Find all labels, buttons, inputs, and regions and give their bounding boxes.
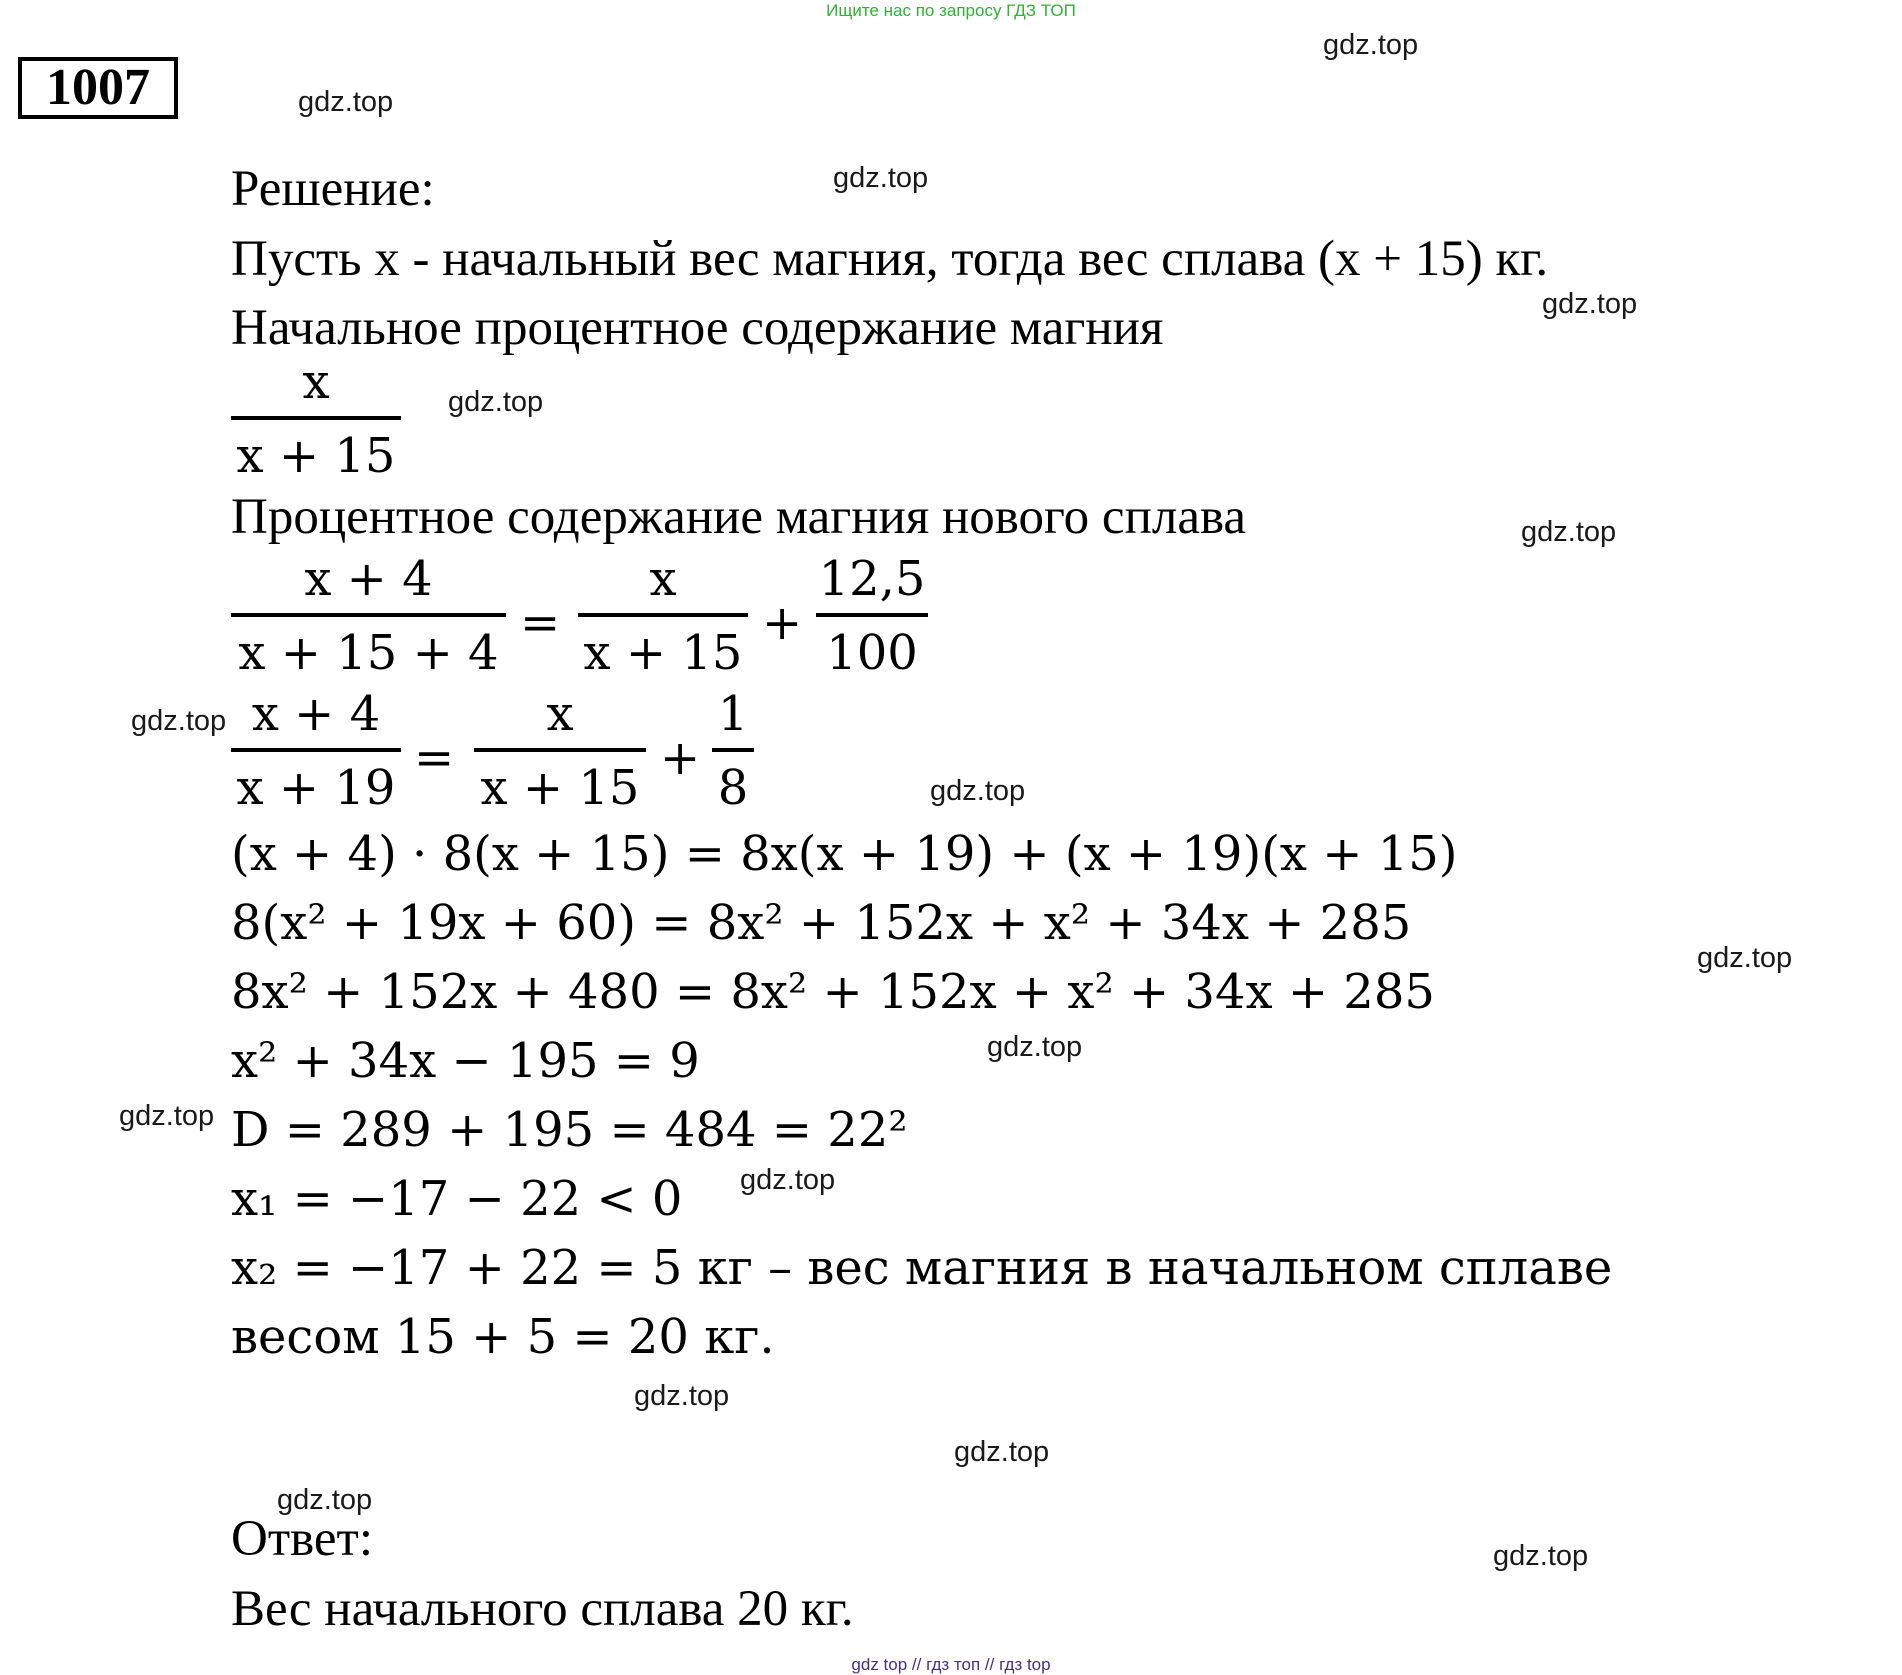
watermark: gdz.top [740,1164,836,1196]
eq1-right-fraction [816,545,928,685]
root-2: x₂ = −17 + 22 = 5 кг – вес магния в начальном сплаве [231,1240,1613,1296]
denominator: x + 15 [480,760,640,816]
watermark: gdz.top [298,86,394,118]
plus-sign: + [660,730,701,786]
watermark: gdz.top [1323,29,1419,61]
numerator: x [546,686,574,742]
new-content-label: Процентное содержание магния нового сплава [231,489,1246,545]
eq1-left-fraction [231,545,506,685]
numerator: 1 [717,686,749,742]
watermark: gdz.top [634,1380,730,1412]
watermark: gdz.top [1697,942,1793,974]
watermark: gdz.top [1521,516,1617,548]
watermark: gdz.top [119,1100,215,1132]
denominator: 100 [826,625,918,681]
watermark: gdz.top [954,1436,1050,1468]
equals-sign: = [520,595,561,651]
watermark: gdz.top [1493,1540,1589,1572]
numerator: x + 4 [251,686,381,742]
numerator: 12,5 [818,551,926,607]
root-1: x₁ = −17 − 22 < 0 [231,1171,683,1227]
denominator: x + 15 [583,625,743,681]
denominator: x + 19 [236,760,396,816]
equation-quadratic: x² + 34x − 195 = 9 [231,1033,700,1089]
equals-sign: = [414,730,455,786]
let-statement: Пусть x - начальный вес магния, тогда вес сплава (x + 15) кг. [231,231,1549,287]
denominator: x + 15 + 4 [238,625,499,681]
numerator: x [649,551,677,607]
header-note: Ищите нас по запросу ГДЗ ТОП [826,1,1076,20]
discriminant: D = 289 + 195 = 484 = 22² [231,1102,908,1158]
watermark: gdz.top [833,162,929,194]
initial-content-label: Начальное процентное содержание магния [231,300,1164,356]
numerator: x + 4 [304,551,433,607]
plus-sign: + [762,595,803,651]
answer-text: Вес начального сплава 20 кг. [231,1581,854,1637]
answer-label: Ответ: [231,1511,373,1567]
footer-note: gdz top // гдз топ // гдз top [851,1655,1051,1674]
problem-number: 1007 [18,57,178,119]
watermark: gdz.top [448,386,544,418]
denominator: x + 15 [236,428,396,484]
eq2-left-fraction [231,680,401,820]
fraction-initial [231,348,401,488]
denominator: 8 [717,760,749,816]
watermark: gdz.top [930,775,1026,807]
eq2-middle-fraction [474,680,646,820]
equation-step-2: 8x² + 152x + 480 = 8x² + 152x + x² + 34x + 285 [231,964,1435,1020]
watermark: gdz.top [1542,288,1638,320]
equation-expand: (x + 4) · 8(x + 15) = 8x(x + 19) + (x + 19)(x + 15) [231,826,1458,882]
equation-step-1: 8(x² + 19x + 60) = 8x² + 152x + x² + 34x + 285 [231,895,1412,951]
solution-label: Решение: [231,161,435,217]
total-weight: весом 15 + 5 = 20 кг. [231,1309,775,1365]
watermark: gdz.top [277,1484,373,1516]
eq1-middle-fraction [578,545,748,685]
watermark: gdz.top [131,705,227,737]
numerator: x [302,354,330,410]
eq2-right-fraction [712,680,754,820]
watermark: gdz.top [987,1031,1083,1063]
